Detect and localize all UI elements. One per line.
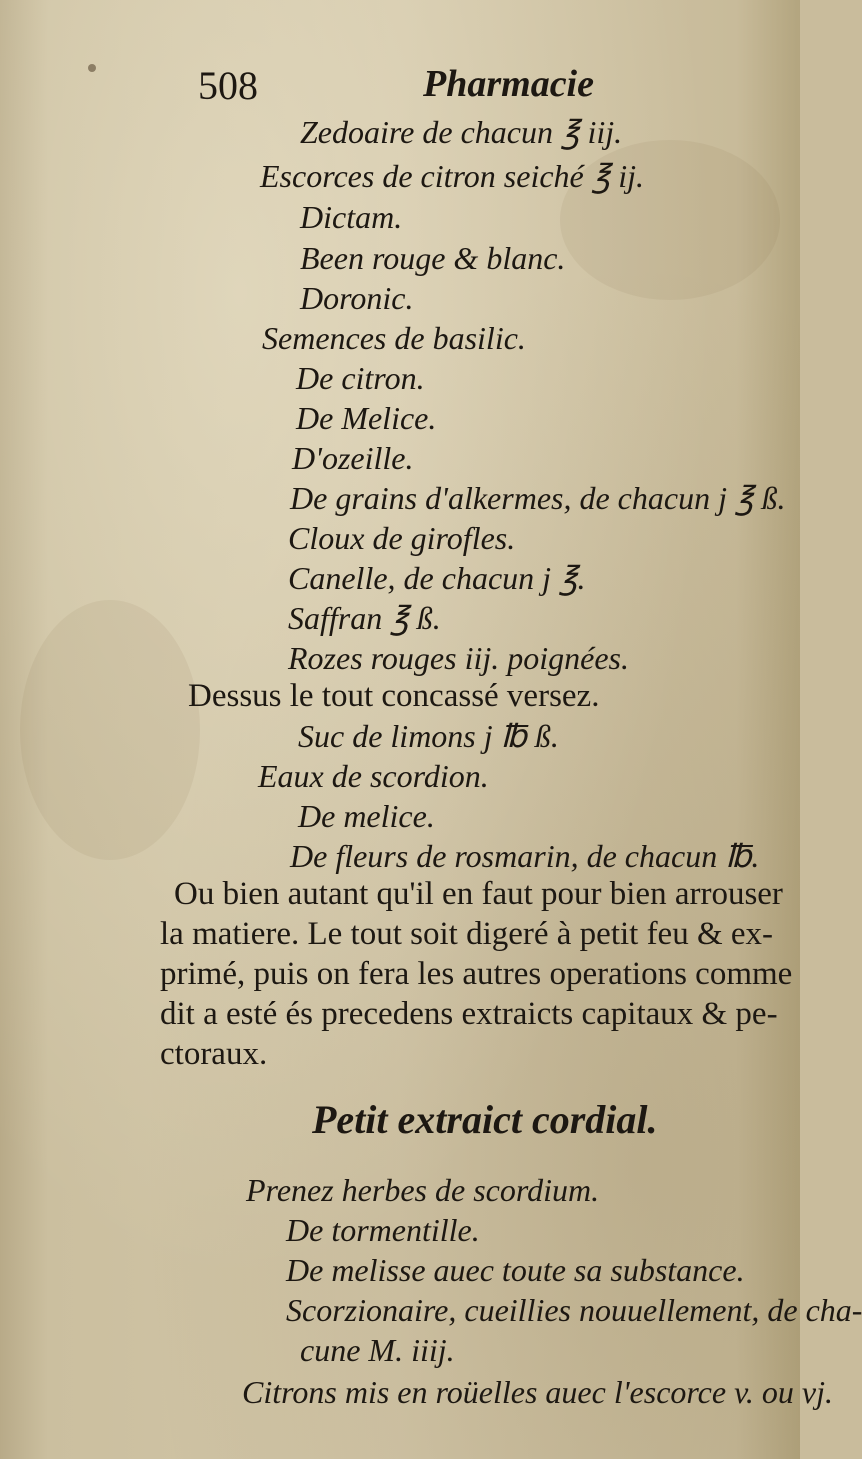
ink-spot [88, 64, 96, 72]
recipe-line: Zedoaire de chacun ℥ iij. [300, 114, 623, 150]
body-line: Ou bien autant qu'il en faut pour bien arrouser [174, 876, 783, 912]
body-line: la matiere. Le tout soit digeré à petit feu & ex- [160, 916, 774, 952]
recipe-line: Suc de limons j ℔ ß. [298, 718, 559, 754]
body-line: dit a esté és precedens extraicts capitaux & pe- [160, 996, 778, 1032]
recipe-line: De tormentille. [286, 1212, 480, 1248]
recipe-line: De Melice. [296, 400, 437, 436]
paper-stain [20, 600, 200, 860]
body-line: Dessus le tout concassé versez. [188, 678, 600, 714]
recipe-line: De melisse auec toute sa substance. [286, 1252, 745, 1288]
recipe-line: Escorces de citron seiché ℥ ij. [260, 158, 644, 194]
body-line: ctoraux. [160, 1036, 268, 1072]
recipe-line: Saffran ℥ ß. [288, 600, 441, 636]
recipe-line: Dictam. [300, 199, 403, 235]
page-header [198, 62, 628, 112]
recipe-line: De citron. [296, 360, 425, 396]
recipe-line: Scorzionaire, cueillies nouuellement, de cha- [286, 1292, 862, 1328]
recipe-line: Citrons mis en roüelles auec l'escorce v. ou vj. [242, 1374, 833, 1410]
section-title: Petit extraict cordial. [312, 1097, 658, 1142]
page-number: 508 [198, 63, 258, 108]
recipe-line: Semences de basilic. [262, 320, 526, 356]
recipe-line: Rozes rouges iij. poignées. [288, 640, 629, 676]
recipe-line: Prenez herbes de scordium. [246, 1172, 600, 1208]
recipe-line: De fleurs de rosmarin, de chacun ℔. [290, 838, 760, 874]
recipe-line: Eaux de scordion. [258, 758, 489, 794]
recipe-line: Canelle, de chacun j ℥. [288, 560, 586, 596]
recipe-line: De melice. [298, 798, 435, 834]
recipe-line: Cloux de girofles. [288, 520, 516, 556]
recipe-line: D'ozeille. [292, 440, 414, 476]
recipe-line: cune M. iiij. [300, 1332, 455, 1368]
running-head: Pharmacie [423, 63, 594, 105]
recipe-line: Been rouge & blanc. [300, 240, 566, 276]
recipe-line: Doronic. [300, 280, 414, 316]
recipe-line: De grains d'alkermes, de chacun j ℥ ß. [290, 480, 786, 516]
body-line: primé, puis on fera les autres operations comme [160, 956, 793, 992]
